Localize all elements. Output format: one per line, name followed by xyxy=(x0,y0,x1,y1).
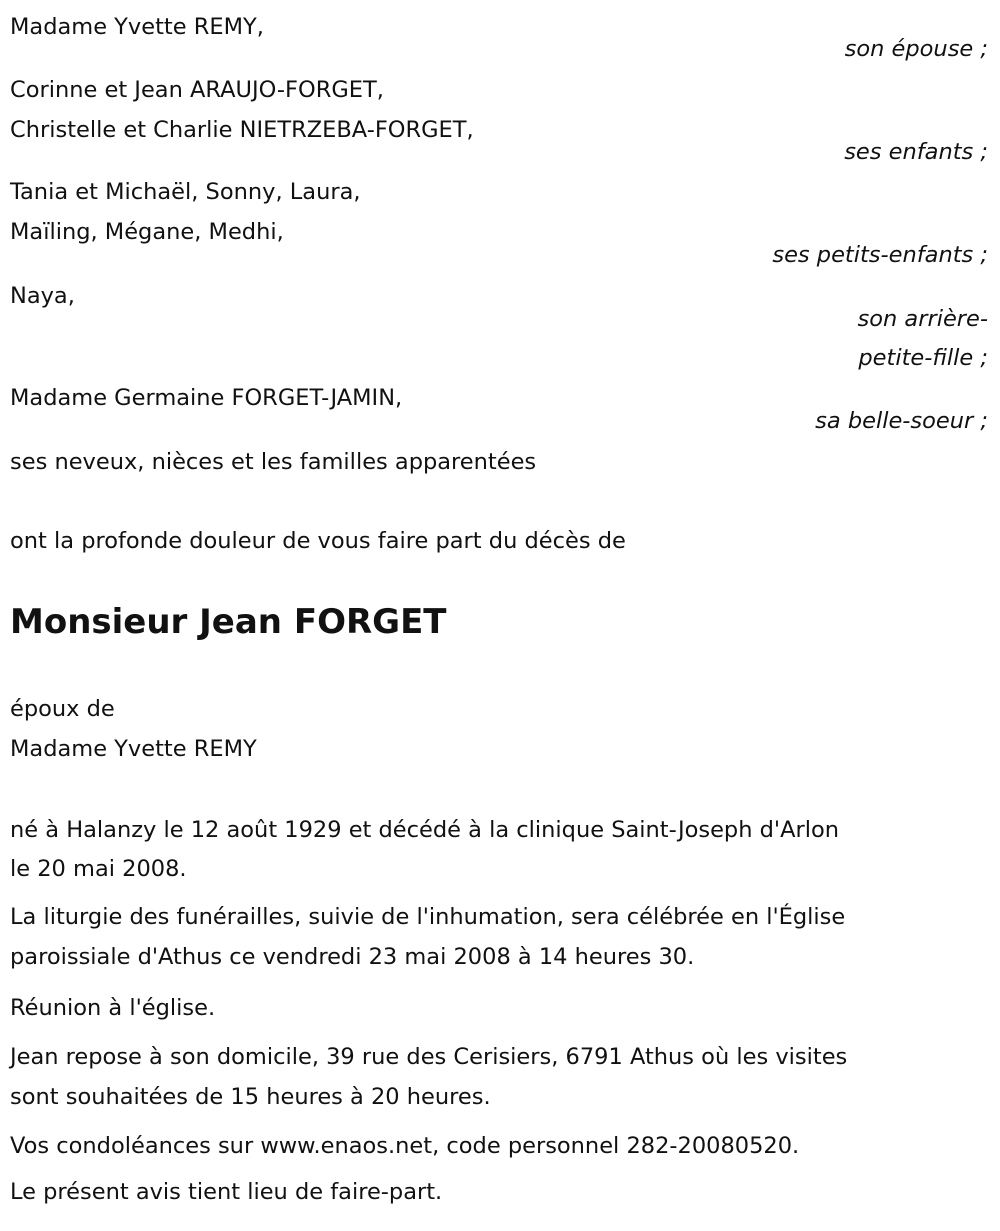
closing-line: Le présent avis tient lieu de faire-part. xyxy=(10,1179,443,1205)
family-relation: son arrière- xyxy=(857,306,988,332)
family-relation: ses enfants ; xyxy=(844,139,988,165)
meeting-line: Réunion à l'église. xyxy=(10,995,216,1021)
spouse-line: Madame Yvette REMY xyxy=(10,736,257,762)
birth-death-line: né à Halanzy le 12 août 1929 et décédé à la clinique Saint-Joseph d'Arlon xyxy=(10,817,840,843)
spouse-line: époux de xyxy=(10,696,115,722)
birth-death-line: le 20 mai 2008. xyxy=(10,856,187,882)
visit-line: Jean repose à son domicile, 39 rue des Cerisiers, 6791 Athus où les visites xyxy=(10,1044,848,1070)
funeral-line: La liturgie des funérailles, suivie de l'inhumation, sera célébrée en l'Église xyxy=(10,904,846,930)
family-relation: sa belle-soeur ; xyxy=(815,408,988,434)
condolences-line: Vos condoléances sur www.enaos.net, code personnel 282-20080520. xyxy=(10,1133,800,1159)
family-name: Naya, xyxy=(10,283,75,309)
other-relatives: ses neveux, nièces et les familles apparentées xyxy=(10,449,537,475)
family-name: Corinne et Jean ARAUJO-FORGET, xyxy=(10,77,384,103)
family-name: Maïling, Mégane, Medhi, xyxy=(10,219,284,245)
family-name: Madame Germaine FORGET-JAMIN, xyxy=(10,385,403,411)
family-relation: son épouse ; xyxy=(844,36,988,62)
funeral-line: paroissiale d'Athus ce vendredi 23 mai 2008 à 14 heures 30. xyxy=(10,944,695,970)
family-relation: ses petits-enfants ; xyxy=(772,242,988,268)
family-name: Tania et Michaël, Sonny, Laura, xyxy=(10,179,361,205)
family-name: Madame Yvette REMY, xyxy=(10,14,264,40)
deceased-name: Monsieur Jean FORGET xyxy=(10,602,447,642)
family-relation: petite-fille ; xyxy=(858,345,988,371)
announcement: ont la profonde douleur de vous faire part du décès de xyxy=(10,528,626,554)
visit-line: sont souhaitées de 15 heures à 20 heures. xyxy=(10,1084,491,1110)
family-name: Christelle et Charlie NIETRZEBA-FORGET, xyxy=(10,117,474,143)
